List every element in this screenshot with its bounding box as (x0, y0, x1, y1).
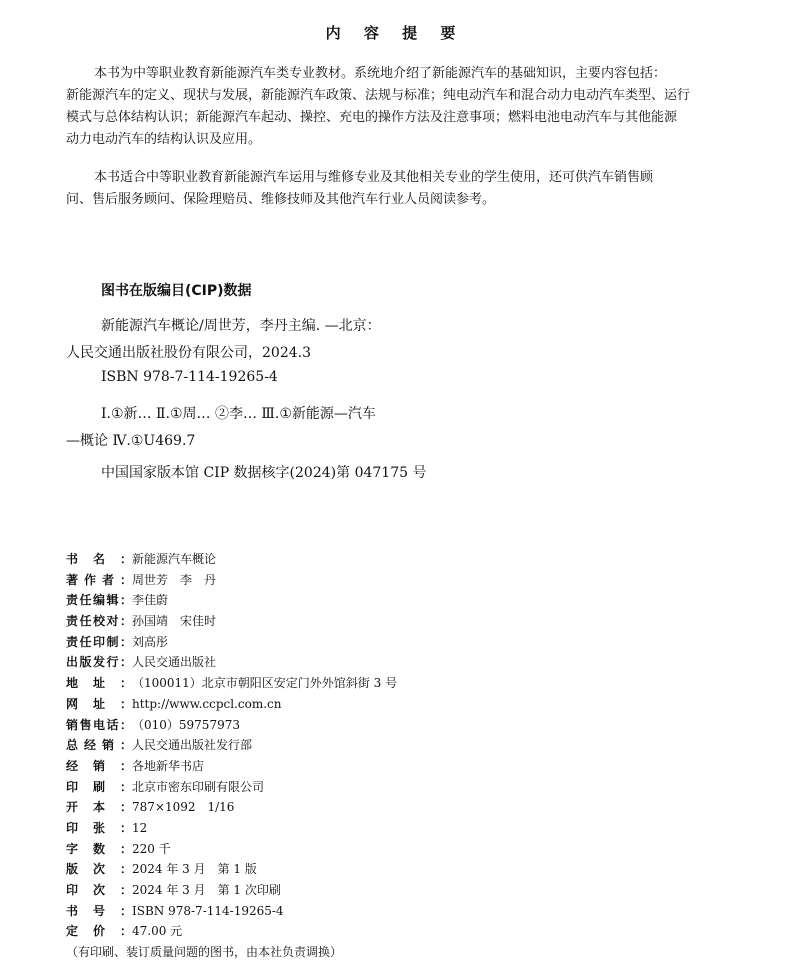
summary-line: 问、售后服务顾问、保险理赔员、维修技师及其他汽车行业人员阅读参考。 (66, 192, 496, 207)
colophon (66, 549, 726, 962)
colophon-label (66, 549, 132, 570)
colophon-label (66, 859, 132, 880)
colophon-value: 北京市密东印刷有限公司 (132, 779, 265, 794)
colophon-row-sheets (66, 818, 726, 839)
colophon-value: 人民交通出版社 (132, 655, 217, 670)
colophon-row-printing-supervisor (66, 632, 726, 653)
label-char: ： (119, 883, 132, 897)
label-char: 责 (66, 634, 79, 649)
label-char: 次 (92, 883, 105, 897)
colophon-row-authors (66, 570, 726, 591)
label-char: 经 (83, 738, 96, 753)
label-char: ： (119, 779, 132, 794)
label-char: ： (119, 696, 132, 711)
label-char: 版 (66, 862, 79, 877)
label-char: 址 (92, 676, 105, 691)
summary-line: 本书为中等职业教育新能源汽车类专业教材。系统地介绍了新能源汽车的基础知识，主要内容包括： (94, 66, 667, 81)
label-char: 责 (66, 614, 79, 629)
label-char: 校 (92, 614, 105, 629)
colophon-value: （010）59757973 (132, 717, 240, 732)
label-char: 销 (92, 758, 105, 773)
colophon-row-distributor (66, 756, 726, 777)
label-char: 印 (66, 883, 79, 897)
label-char: 地 (66, 676, 79, 691)
colophon-row-edition (66, 859, 726, 880)
label-char: 开 (66, 800, 79, 815)
summary-line: 新能源汽车的定义、现状与发展，新能源汽车政策、法规与标准；纯电动汽车和混合动力电动汽车类型、运行 (66, 88, 691, 103)
quality-note: （有印刷、装订质量问题的图书，由本社负责调换） (66, 945, 343, 960)
cip-title-line: 新能源汽车概论/周世芳，李丹主编. —北京： (101, 318, 381, 334)
colophon-label (66, 818, 132, 839)
colophon-value: http://www.ccpcl.com.cn (132, 696, 282, 711)
colophon-row-book-number (66, 901, 726, 922)
label-char: 任 (79, 593, 92, 608)
label-char: ： (119, 924, 132, 939)
colophon-row-title (66, 549, 726, 570)
colophon-label (66, 839, 132, 860)
summary-paragraph-2 (66, 167, 653, 211)
colophon-value: 787×1092 1/16 (132, 800, 235, 815)
colophon-value: 周世芳 李 丹 (132, 572, 217, 587)
label-char: 本 (92, 800, 105, 815)
label-char: 价 (92, 924, 105, 939)
label-char: 址 (92, 696, 105, 711)
colophon-label (66, 652, 132, 673)
colophon-row-word-count (66, 839, 726, 860)
colophon-label (66, 715, 132, 736)
colophon-row-website (66, 694, 726, 715)
label-char: ： (119, 676, 132, 691)
label-char: ： (119, 862, 132, 877)
colophon-row-format (66, 797, 726, 818)
colophon-value: 220 千 (132, 841, 171, 856)
label-char: 编 (92, 593, 105, 608)
label-char: 数 (92, 841, 105, 856)
summary-line: 本书适合中等职业教育新能源汽车运用与维修专业及其他相关专业的学生使用，还可供汽车销售顾 (94, 170, 654, 185)
label-char: 版 (79, 655, 92, 670)
label-char: 售 (79, 717, 92, 732)
label-char: 任 (79, 614, 92, 629)
colophon-label (66, 611, 132, 632)
label-char: 经 (66, 758, 79, 773)
label-char: 销 (101, 738, 114, 753)
colophon-label (66, 777, 132, 798)
colophon-row-price (66, 921, 726, 942)
label-char: 话 (106, 717, 119, 732)
colophon-row-general-distributor (66, 735, 726, 756)
colophon-value: （100011）北京市朝阳区安定门外外馆斜街 3 号 (132, 676, 398, 691)
label-char: 制 (106, 634, 119, 649)
colophon-label (66, 901, 132, 922)
colophon-row-printer (66, 777, 726, 798)
colophon-value: ISBN 978-7-114-19265-4 (132, 903, 284, 918)
cip-heading: 图书在版编目(CIP)数据 (101, 283, 252, 299)
colophon-label (66, 673, 132, 694)
label-char: 对 (106, 614, 119, 629)
label-char: 次 (92, 862, 105, 877)
colophon-label (66, 756, 132, 777)
label-char: 名 (92, 552, 105, 566)
colophon-value: 新能源汽车概论 (132, 552, 217, 566)
label-char: 总 (66, 738, 79, 753)
label-char: ： (119, 655, 132, 670)
label-char: ： (119, 903, 132, 918)
colophon-value: 2024 年 3 月 第 1 版 (132, 862, 257, 877)
colophon-value: 刘高彤 (132, 634, 169, 649)
label-char: ： (119, 552, 132, 566)
summary-line: 模式与总体结构认识；新能源汽车起动、操控、充电的操作方法及注意事项；燃料电池电动汽车与其他能源 (66, 110, 678, 125)
colophon-value: 2024 年 3 月 第 1 次印刷 (132, 883, 281, 897)
cip-record-number: 中国国家版本馆 CIP 数据核字(2024)第 047175 号 (101, 465, 427, 481)
label-char: 书 (66, 552, 79, 566)
label-char: 行 (106, 655, 119, 670)
colophon-row-address (66, 673, 726, 694)
label-char: 书 (66, 903, 79, 918)
colophon-label (66, 921, 132, 942)
label-char: 者 (101, 572, 114, 587)
label-char: 销 (66, 717, 79, 732)
cip-isbn: ISBN 978-7-114-19265-4 (101, 369, 278, 385)
colophon-value: 12 (132, 820, 148, 835)
cip-publisher-line: 人民交通出版社股份有限公司，2024.3 (66, 345, 311, 361)
cip-subject-line-2: —概论 Ⅳ.①U469.7 (66, 433, 196, 449)
label-char: ： (119, 614, 132, 629)
label-char: 著 (66, 572, 79, 587)
colophon-label (66, 632, 132, 653)
label-char: 印 (66, 779, 79, 794)
colophon-row-editor (66, 590, 726, 611)
label-char: ： (119, 758, 132, 773)
label-char: 作 (83, 572, 96, 587)
label-char: 定 (66, 924, 79, 939)
label-char: 号 (92, 903, 105, 918)
summary-paragraph-1 (66, 63, 690, 151)
colophon-label (66, 694, 132, 715)
label-char: 出 (66, 655, 79, 670)
label-char: ： (119, 738, 132, 753)
colophon-value: 47.00 元 (132, 924, 183, 939)
label-char: 张 (92, 820, 105, 835)
colophon-value: 孙国靖 宋佳时 (132, 614, 217, 629)
label-char: 印 (92, 634, 105, 649)
colophon-label (66, 735, 132, 756)
label-char: 印 (66, 820, 79, 835)
label-char: ： (119, 572, 132, 587)
label-char: 发 (92, 655, 105, 670)
colophon-value: 李佳蔚 (132, 593, 169, 608)
label-char: ： (119, 717, 132, 732)
colophon-row-publisher (66, 652, 726, 673)
label-char: 责 (66, 593, 79, 608)
label-char: 刷 (92, 779, 105, 794)
colophon-row-impression (66, 880, 726, 901)
label-char: ： (119, 634, 132, 649)
summary-line: 动力电动汽车的结构认识及应用。 (66, 132, 262, 147)
colophon-row-proofreader (66, 611, 726, 632)
summary-title: 内 容 提 要 (325, 24, 465, 42)
label-char: 任 (79, 634, 92, 649)
colophon-label (66, 590, 132, 611)
colophon-label (66, 797, 132, 818)
label-char: 字 (66, 841, 79, 856)
colophon-value: 人民交通出版社发行部 (132, 738, 253, 753)
label-char: ： (119, 800, 132, 815)
label-char: ： (119, 820, 132, 835)
label-char: 网 (66, 696, 79, 711)
colophon-label (66, 570, 132, 591)
label-char: 电 (92, 717, 105, 732)
label-char: 辑 (106, 593, 119, 608)
cip-subject-line-1: Ⅰ.①新… Ⅱ.①周… ②李… Ⅲ.①新能源—汽车 (101, 406, 376, 422)
colophon-label (66, 880, 132, 901)
colophon-row-sales-phone (66, 715, 726, 736)
colophon-value: 各地新华书店 (132, 758, 205, 773)
label-char: ： (119, 841, 132, 856)
label-char: ： (119, 593, 132, 608)
